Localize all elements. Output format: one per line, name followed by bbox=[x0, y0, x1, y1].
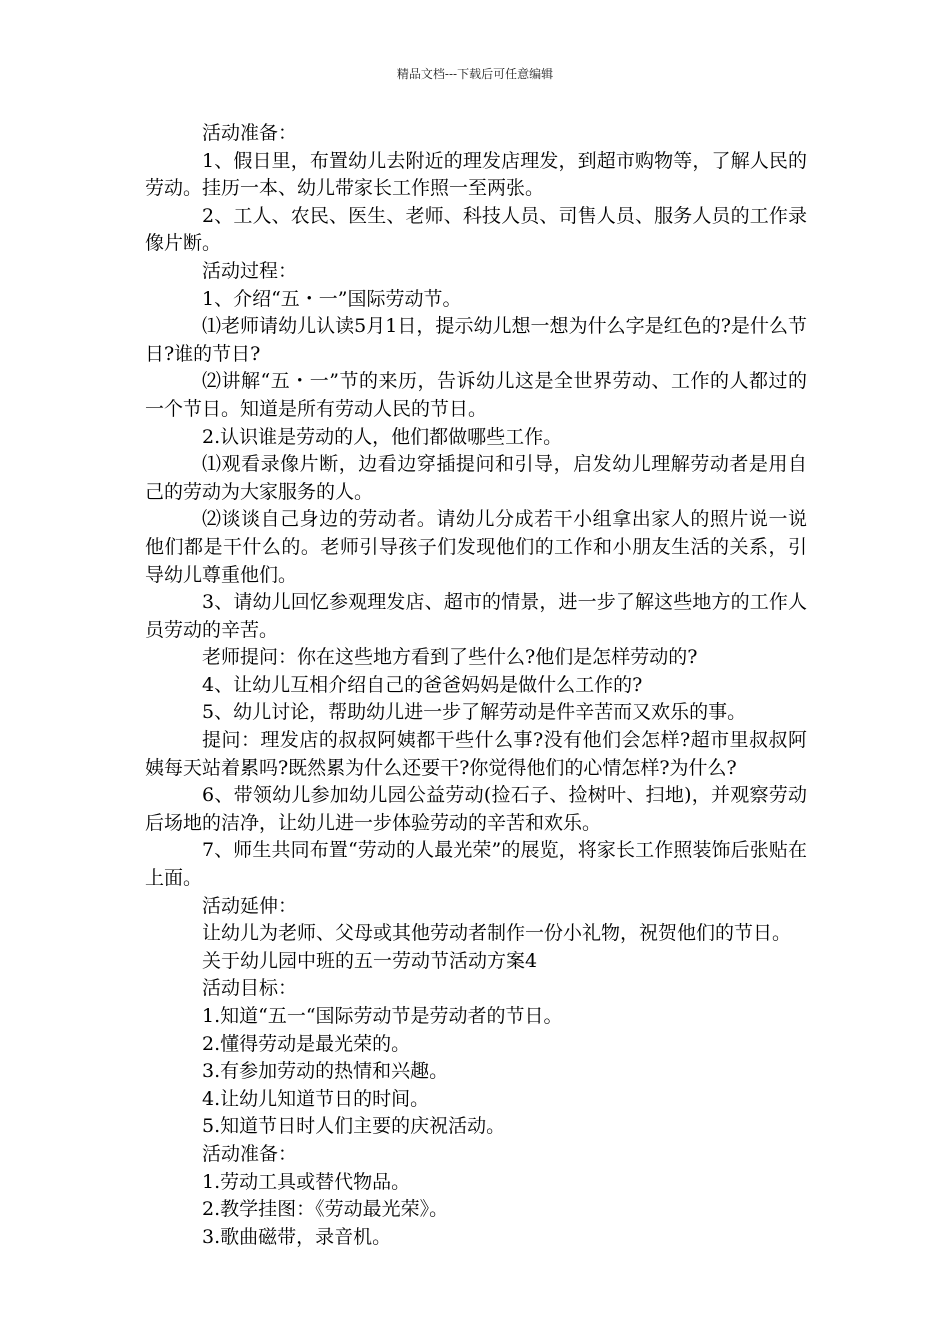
paragraph: 提问：理发店的叔叔阿姨都干些什么事?没有他们会怎样?超市里叔叔阿姨每天站着累吗?既然累为什么还要干?你觉得他们的心情怎样?为什么? bbox=[145, 729, 807, 779]
list-item: 3.歌曲磁带，录音机。 bbox=[202, 1225, 392, 1248]
document-body bbox=[145, 120, 807, 1251]
paragraph: 2、工人、农民、医生、老师、科技人员、司售人员、服务人员的工作录像片断。 bbox=[145, 204, 807, 255]
list-item: 3.有参加劳动的热情和兴趣。 bbox=[202, 1060, 449, 1083]
paragraph: 4、让幼儿互相介绍自己的爸爸妈妈是做什么工作的? bbox=[202, 673, 643, 696]
paragraph: ⑵讲解“五・一”节的来历，告诉幼儿这是全世界劳动、工作的人都过的一个节日。知道是所有劳动人民的节日。 bbox=[145, 370, 807, 420]
list-item: 1.劳动工具或替代物品。 bbox=[202, 1170, 411, 1193]
paragraph: 2.认识谁是劳动的人，他们都做哪些工作。 bbox=[202, 425, 563, 448]
paragraph: 7、师生共同布置“劳动的人最光荣”的展览，将家长工作照装饰后张贴在上面。 bbox=[145, 839, 807, 890]
list-item: 2.懂得劳动是最光荣的。 bbox=[202, 1032, 411, 1055]
paragraph: ⑴观看录像片断，边看边穿插提问和引导，启发幼儿理解劳动者是用自己的劳动为大家服务的人。 bbox=[145, 453, 807, 503]
paragraph: 5、幼儿讨论，帮助幼儿进一步了解劳动是件辛苦而又欢乐的事。 bbox=[202, 701, 747, 724]
list-item: 4.让幼儿知道节日的时间。 bbox=[202, 1087, 430, 1110]
paragraph: 6、带领幼儿参加幼儿园公益劳动(捡石子、捡树叶、扫地)，并观察劳动后场地的洁净，让幼儿进一步体验劳动的辛苦和欢乐。 bbox=[145, 784, 807, 834]
paragraph: 让幼儿为老师、父母或其他劳动者制作一份小礼物，祝贺他们的节日。 bbox=[202, 922, 792, 945]
section-title: 关于幼儿园中班的五一劳动节活动方案4 bbox=[202, 949, 538, 972]
paragraph: 1、假日里，布置幼儿去附近的理发店理发，到超市购物等，了解人民的劳动。挂历一本、幼儿带家长工作照一至两张。 bbox=[145, 149, 807, 200]
list-item: 5.知道节日时人们主要的庆祝活动。 bbox=[202, 1115, 506, 1138]
paragraph: ⑵谈谈自己身边的劳动者。请幼儿分成若干小组拿出家人的照片说一说他们都是干什么的。老师引导孩子们发现他们的工作和小朋友生活的关系，引导幼儿尊重他们。 bbox=[145, 508, 807, 586]
paragraph: 活动延伸： bbox=[202, 894, 298, 917]
paragraph: 活动准备： bbox=[202, 122, 298, 144]
paragraph: 老师提问：你在这些地方看到了些什么?他们是怎样劳动的? bbox=[202, 646, 698, 669]
paragraph: 活动目标： bbox=[202, 977, 298, 1000]
paragraph: 活动过程： bbox=[202, 259, 298, 282]
list-item: 2.教学挂图：《劳动最光荣》。 bbox=[202, 1198, 449, 1221]
paragraph: 活动准备： bbox=[202, 1142, 298, 1165]
paragraph: ⑴老师请幼儿认读5月1日，提示幼儿想一想为什么字是红色的?是什么节日?谁的节日? bbox=[145, 315, 807, 365]
paragraph: 1、介绍“五・一”国际劳动节。 bbox=[202, 287, 462, 310]
page-header: 精品文档---下载后可任意编辑 bbox=[396, 67, 554, 81]
paragraph: 3、请幼儿回忆参观理发店、超市的情景，进一步了解这些地方的工作人员劳动的辛苦。 bbox=[145, 591, 807, 641]
list-item: 1.知道“五一“国际劳动节是劳动者的节日。 bbox=[202, 1005, 563, 1027]
